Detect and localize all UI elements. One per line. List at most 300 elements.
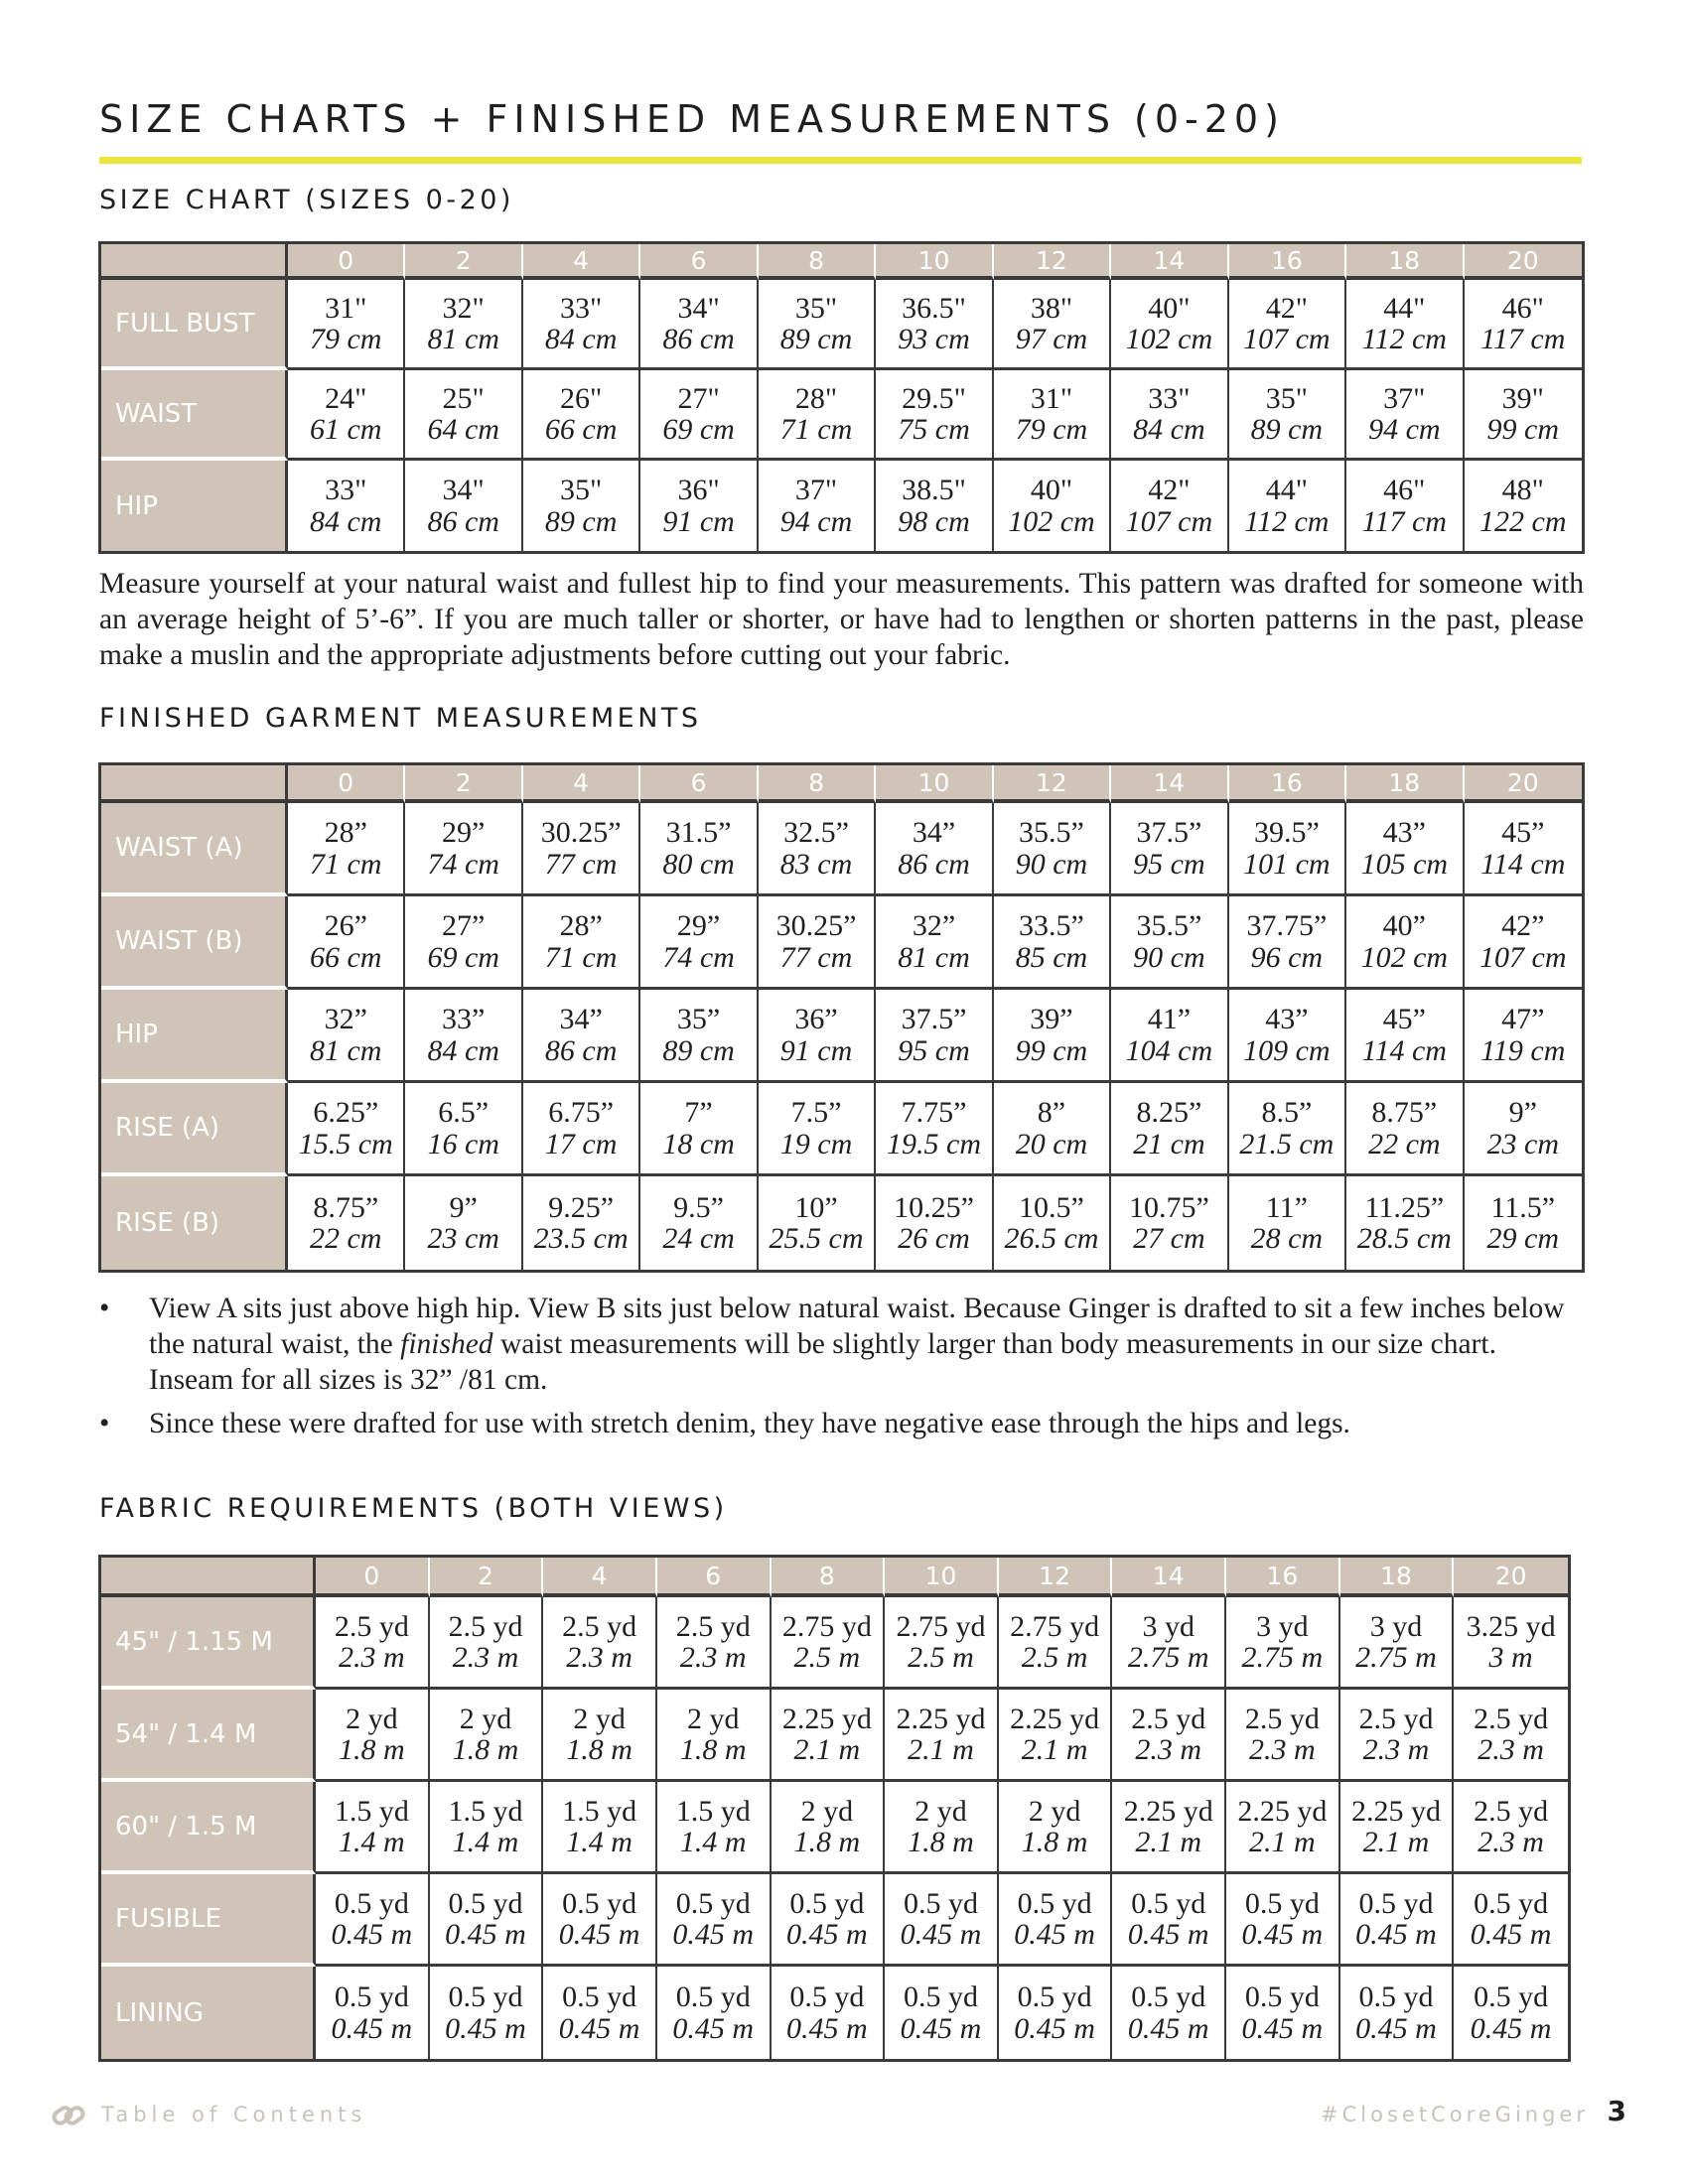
table-cell xyxy=(1111,461,1228,551)
table-cell xyxy=(316,1690,430,1782)
metric-value: 0.45 m xyxy=(1014,2011,1095,2045)
table-cell xyxy=(543,1782,657,1874)
metric-value: 3 m xyxy=(1488,1641,1533,1674)
metric-value: 2.1 m xyxy=(1362,1826,1430,1858)
note-text: View A sits just above high hip. View B sits just below natural waist. Because Ginger is drafted to sit a few inches below the natural waist, the xyxy=(149,1293,1565,1360)
metric-value: 119 cm xyxy=(1480,1033,1566,1067)
imperial-value: 2.5 yd xyxy=(675,1609,751,1643)
imperial-value: 1.5 yd xyxy=(562,1794,637,1828)
imperial-value: 2.25 yd xyxy=(1237,1794,1328,1828)
imperial-value: 34" xyxy=(442,474,485,506)
table-cell xyxy=(1346,896,1464,990)
metric-value: 117 cm xyxy=(1361,504,1447,538)
metric-value: 81 cm xyxy=(427,323,499,355)
metric-value: 96 cm xyxy=(1250,940,1324,974)
table-cell xyxy=(994,896,1111,990)
imperial-value: 37.75” xyxy=(1246,909,1328,942)
table-cell xyxy=(640,1083,758,1176)
row-label-54-1-4-m: 54" / 1.4 M xyxy=(101,1690,316,1782)
row-label-waist-a: WAIST (A) xyxy=(101,803,288,896)
metric-value: 0.45 m xyxy=(900,2011,982,2045)
imperial-value: 9.25” xyxy=(548,1190,615,1224)
metric-value: 77 cm xyxy=(544,847,618,881)
table-cell xyxy=(657,1690,772,1782)
imperial-value: 0.5 yd xyxy=(903,1980,978,2013)
table-row xyxy=(101,1967,1568,2059)
imperial-value: 0.5 yd xyxy=(1131,1980,1206,2013)
imperial-value: 29” xyxy=(442,816,486,849)
imperial-value: 37" xyxy=(794,474,838,506)
row-label-lining: LINING xyxy=(101,1967,316,2059)
table-cell xyxy=(523,1176,640,1270)
title-underline xyxy=(99,157,1582,164)
table-cell xyxy=(759,461,876,551)
table-cell xyxy=(430,1782,544,1874)
table-cell xyxy=(543,1597,657,1690)
metric-value: 2.3 m xyxy=(1248,1733,1316,1766)
table-cell xyxy=(999,1967,1113,2059)
imperial-value: 35.5” xyxy=(1019,816,1084,849)
table-cell xyxy=(288,896,405,990)
row-label-rise-a: RISE (A) xyxy=(101,1083,288,1176)
metric-value: 2.3 m xyxy=(1362,1733,1430,1766)
imperial-value: 2 yd xyxy=(686,1702,740,1735)
finished-note xyxy=(99,1291,1584,1398)
table-cell xyxy=(1346,461,1464,551)
table-cell xyxy=(994,280,1111,370)
imperial-value: 35” xyxy=(676,1003,721,1035)
imperial-value: 8.5” xyxy=(1261,1096,1313,1129)
table-cell xyxy=(994,461,1111,551)
imperial-value: 27" xyxy=(677,381,720,415)
table-cell xyxy=(1226,1690,1340,1782)
table-cell xyxy=(640,1176,758,1270)
table-cell xyxy=(1111,370,1228,461)
imperial-value: 45” xyxy=(1382,1003,1426,1035)
metric-value: 2.5 m xyxy=(793,1641,861,1674)
imperial-value: 9” xyxy=(1508,1096,1537,1129)
table-cell xyxy=(999,1690,1113,1782)
imperial-value: 11.25” xyxy=(1364,1190,1445,1224)
size-header-10: 10 xyxy=(876,244,993,280)
imperial-value: 0.5 yd xyxy=(1244,1886,1320,1920)
metric-value: 66 cm xyxy=(544,413,618,446)
table-cell xyxy=(999,1782,1113,1874)
table-cell xyxy=(288,370,405,461)
imperial-value: 43” xyxy=(1382,816,1426,849)
metric-value: 21.5 cm xyxy=(1239,1127,1335,1160)
metric-value: 0.45 m xyxy=(1241,1918,1324,1951)
metric-value: 1.4 m xyxy=(566,1826,633,1858)
metric-value: 2.75 m xyxy=(1127,1641,1209,1674)
metric-value: 0.45 m xyxy=(1241,2011,1324,2045)
metric-value: 0.45 m xyxy=(1355,1918,1437,1951)
size-header-0: 0 xyxy=(288,244,405,280)
metric-value: 86 cm xyxy=(662,323,735,355)
table-cell xyxy=(1229,370,1346,461)
table-cell xyxy=(640,803,758,896)
table-cell xyxy=(1112,1874,1226,1967)
table-cell xyxy=(1112,1967,1226,2059)
table-row xyxy=(101,1083,1582,1176)
row-label-45-1-15-m: 45" / 1.15 M xyxy=(101,1597,316,1690)
metric-value: 28.5 cm xyxy=(1356,1222,1452,1255)
metric-value: 16 cm xyxy=(427,1127,499,1160)
imperial-value: 2.75 yd xyxy=(781,1609,872,1643)
imperial-value: 31" xyxy=(325,291,367,325)
metric-value: 122 cm xyxy=(1479,504,1567,538)
table-cell xyxy=(1465,1083,1582,1176)
imperial-value: 38" xyxy=(1030,291,1073,325)
table-cell xyxy=(523,1083,640,1176)
imperial-value: 2.5 yd xyxy=(1131,1702,1206,1735)
metric-value: 0.45 m xyxy=(331,1918,413,1951)
metric-value: 1.8 m xyxy=(908,1826,974,1858)
metric-value: 104 cm xyxy=(1125,1033,1213,1067)
table-cell xyxy=(885,1874,999,1967)
size-header-6: 6 xyxy=(657,1558,772,1597)
metric-value: 83 cm xyxy=(779,847,853,881)
size-header-14: 14 xyxy=(1112,1558,1226,1597)
imperial-value: 0.5 yd xyxy=(562,1980,637,2013)
size-header-2: 2 xyxy=(430,1558,544,1597)
size-header-4: 4 xyxy=(523,244,640,280)
imperial-value: 30.25” xyxy=(540,816,622,849)
metric-value: 71 cm xyxy=(779,413,853,446)
metric-value: 0.45 m xyxy=(900,1918,982,1951)
table-row xyxy=(101,990,1582,1083)
metric-value: 2.1 m xyxy=(1248,1826,1316,1858)
fabric-requirements-heading: FABRIC REQUIREMENTS (BOTH VIEWS) xyxy=(99,1493,728,1524)
imperial-value: 33" xyxy=(325,474,367,506)
table-cell xyxy=(1465,370,1582,461)
metric-value: 93 cm xyxy=(898,323,970,355)
size-header-18: 18 xyxy=(1346,244,1464,280)
row-label-hip: HIP xyxy=(101,461,288,551)
row-label-rise-b: RISE (B) xyxy=(101,1176,288,1270)
metric-value: 1.8 m xyxy=(679,1733,747,1766)
table-cell xyxy=(657,1782,772,1874)
imperial-value: 2.25 yd xyxy=(896,1702,986,1735)
table-row xyxy=(101,1176,1582,1270)
table-cell xyxy=(876,280,993,370)
metric-value: 117 cm xyxy=(1480,323,1566,355)
metric-value: 98 cm xyxy=(898,504,970,538)
metric-value: 0.45 m xyxy=(1470,1918,1552,1951)
table-cell xyxy=(316,1967,430,2059)
imperial-value: 36.5" xyxy=(902,291,966,325)
metric-value: 84 cm xyxy=(427,1033,499,1067)
note-text: waist measurements will be slightly larger than body measurements in our size chart. Inseam for all sizes is 32” /81 cm. xyxy=(149,1328,1496,1396)
table-row xyxy=(101,1874,1568,1967)
imperial-value: 40" xyxy=(1030,474,1073,506)
table-cell xyxy=(1465,280,1582,370)
imperial-value: 10” xyxy=(794,1190,838,1224)
table-cell xyxy=(1111,896,1228,990)
metric-value: 99 cm xyxy=(1015,1033,1088,1067)
table-cell xyxy=(759,280,876,370)
metric-value: 74 cm xyxy=(427,847,499,881)
table-cell xyxy=(288,990,405,1083)
imperial-value: 0.5 yd xyxy=(675,1980,751,2013)
imperial-value: 38.5" xyxy=(902,474,966,506)
size-header-4: 4 xyxy=(543,1558,657,1597)
metric-value: 86 cm xyxy=(544,1033,618,1067)
metric-value: 24 cm xyxy=(662,1222,735,1255)
bullet-dot: • xyxy=(99,1293,110,1324)
metric-value: 1.4 m xyxy=(679,1826,747,1858)
imperial-value: 33” xyxy=(442,1003,486,1035)
size-header-8: 8 xyxy=(759,765,876,803)
metric-value: 1.8 m xyxy=(793,1826,861,1858)
table-row xyxy=(101,370,1582,461)
metric-value: 22 cm xyxy=(309,1222,382,1255)
metric-value: 94 cm xyxy=(1368,413,1441,446)
imperial-value: 2.5 yd xyxy=(334,1609,409,1643)
finished-note xyxy=(99,1406,1584,1441)
table-cell xyxy=(543,1967,657,2059)
metric-value: 28 cm xyxy=(1250,1222,1324,1255)
size-header-6: 6 xyxy=(640,244,758,280)
imperial-value: 2.75 yd xyxy=(896,1609,986,1643)
metric-value: 0.45 m xyxy=(1470,2011,1552,2045)
imperial-value: 2.5 yd xyxy=(562,1609,637,1643)
imperial-value: 32” xyxy=(324,1003,367,1035)
metric-value: 0.45 m xyxy=(1127,2011,1209,2045)
metric-value: 1.4 m xyxy=(338,1826,405,1858)
imperial-value: 3.25 yd xyxy=(1466,1609,1556,1643)
metric-value: 2.5 m xyxy=(1021,1641,1088,1674)
imperial-value: 37" xyxy=(1383,381,1426,415)
metric-value: 23 cm xyxy=(1486,1127,1559,1160)
table-cell xyxy=(543,1690,657,1782)
size-header-20: 20 xyxy=(1465,244,1582,280)
imperial-value: 10.25” xyxy=(894,1190,974,1224)
metric-value: 2.3 m xyxy=(1477,1733,1544,1766)
metric-value: 77 cm xyxy=(779,940,853,974)
metric-value: 74 cm xyxy=(662,940,735,974)
metric-value: 2.1 m xyxy=(1021,1733,1088,1766)
size-header-12: 12 xyxy=(994,244,1111,280)
table-cell xyxy=(1229,990,1346,1083)
metric-value: 95 cm xyxy=(898,1033,970,1067)
table-cell xyxy=(288,461,405,551)
metric-value: 2.1 m xyxy=(793,1733,861,1766)
metric-value: 61 cm xyxy=(309,413,382,446)
table-cell xyxy=(288,803,405,896)
table-cell xyxy=(1346,803,1464,896)
imperial-value: 35" xyxy=(794,291,838,325)
metric-value: 21 cm xyxy=(1133,1127,1205,1160)
imperial-value: 0.5 yd xyxy=(789,1980,865,2013)
imperial-value: 28” xyxy=(324,816,367,849)
metric-value: 2.3 m xyxy=(566,1641,633,1674)
size-chart-heading: SIZE CHART (SIZES 0-20) xyxy=(99,185,514,215)
table-cell xyxy=(640,990,758,1083)
size-header-18: 18 xyxy=(1340,1558,1455,1597)
metric-value: 1.4 m xyxy=(452,1826,519,1858)
imperial-value: 0.5 yd xyxy=(334,1886,409,1920)
finished-notes-list xyxy=(99,1291,1584,1449)
imperial-value: 31" xyxy=(1030,381,1073,415)
size-header-16: 16 xyxy=(1229,765,1346,803)
table-cell xyxy=(1111,803,1228,896)
table-cell xyxy=(657,1874,772,1967)
metric-value: 2.3 m xyxy=(679,1641,747,1674)
row-label-fusible: FUSIBLE xyxy=(101,1874,316,1967)
imperial-value: 42” xyxy=(1501,909,1545,942)
imperial-value: 10.5” xyxy=(1019,1190,1084,1224)
imperial-value: 10.75” xyxy=(1128,1190,1209,1224)
table-cell xyxy=(1454,1967,1568,2059)
table-cell xyxy=(1111,280,1228,370)
imperial-value: 6.25” xyxy=(313,1096,379,1129)
table-row xyxy=(101,896,1582,990)
imperial-value: 0.5 yd xyxy=(903,1886,978,1920)
table-cell xyxy=(759,990,876,1083)
metric-value: 79 cm xyxy=(309,323,382,355)
metric-value: 23.5 cm xyxy=(533,1222,629,1255)
size-chart-note: Measure yourself at your natural waist and fullest hip to find your measurements. This pattern was drafted for someone with an average height of 5’-6”. If you are much taller or shorter, or have had to lengthen or shorten patterns in the past, please make a muslin and the appropriate adjustments before cutting out your fabric. xyxy=(99,568,1584,671)
metric-value: 2.75 m xyxy=(1241,1641,1324,1674)
table-row xyxy=(101,1597,1568,1690)
imperial-value: 44" xyxy=(1265,474,1308,506)
imperial-value: 9” xyxy=(449,1190,478,1224)
imperial-value: 6.75” xyxy=(548,1096,615,1129)
toc-link-label[interactable]: Table of Contents xyxy=(101,2103,367,2126)
imperial-value: 0.5 yd xyxy=(1131,1886,1206,1920)
size-header-12: 12 xyxy=(999,1558,1113,1597)
table-cell xyxy=(405,461,522,551)
metric-value: 22 cm xyxy=(1368,1127,1441,1160)
imperial-value: 0.5 yd xyxy=(789,1886,865,1920)
row-label-full-bust: FULL BUST xyxy=(101,280,288,370)
imperial-value: 36” xyxy=(794,1003,838,1035)
imperial-value: 33" xyxy=(560,291,603,325)
table-cell xyxy=(1340,1690,1455,1782)
table-cell xyxy=(405,896,522,990)
metric-value: 89 cm xyxy=(779,323,853,355)
table-cell xyxy=(640,370,758,461)
size-header-10: 10 xyxy=(876,765,993,803)
metric-value: 0.45 m xyxy=(1127,1918,1209,1951)
metric-value: 0.45 m xyxy=(785,1918,868,1951)
metric-value: 26 cm xyxy=(898,1222,970,1255)
table-cell xyxy=(288,1083,405,1176)
table-cell xyxy=(1454,1782,1568,1874)
table-cell xyxy=(876,803,993,896)
size-header-20: 20 xyxy=(1465,765,1582,803)
link-icon xyxy=(52,2105,85,2126)
table-row xyxy=(101,280,1582,370)
table-cell xyxy=(316,1874,430,1967)
table-cell xyxy=(1111,1176,1228,1270)
metric-value: 112 cm xyxy=(1244,504,1330,538)
table-cell xyxy=(1346,370,1464,461)
imperial-value: 32” xyxy=(912,909,956,942)
imperial-value: 3 yd xyxy=(1142,1609,1195,1643)
finished-measurements-heading: FINISHED GARMENT MEASUREMENTS xyxy=(99,703,702,734)
imperial-value: 2.25 yd xyxy=(781,1702,872,1735)
table-cell xyxy=(994,990,1111,1083)
imperial-value: 8.25” xyxy=(1136,1096,1202,1129)
table-cell xyxy=(1226,1597,1340,1690)
table-cell xyxy=(288,1176,405,1270)
imperial-value: 36" xyxy=(677,474,720,506)
row-label-hip: HIP xyxy=(101,990,288,1083)
note-text: Since these were drafted for use with stretch denim, they have negative ease through the hips and legs. xyxy=(149,1408,1350,1439)
table-cell xyxy=(772,1597,886,1690)
imperial-value: 48" xyxy=(1501,474,1544,506)
table-cell xyxy=(772,1690,886,1782)
table-cell xyxy=(523,461,640,551)
table-cell xyxy=(1229,461,1346,551)
metric-value: 0.45 m xyxy=(445,2011,526,2045)
metric-value: 0.45 m xyxy=(558,2011,640,2045)
imperial-value: 35" xyxy=(1265,381,1308,415)
table-cell xyxy=(405,1083,522,1176)
note-emphasis: finished xyxy=(400,1328,493,1360)
table-cell xyxy=(772,1874,886,1967)
table-cell xyxy=(759,370,876,461)
table-cell xyxy=(885,1690,999,1782)
table-cell xyxy=(994,370,1111,461)
imperial-value: 0.5 yd xyxy=(448,1886,523,1920)
metric-value: 112 cm xyxy=(1361,323,1447,355)
metric-value: 1.8 m xyxy=(452,1733,519,1766)
table-cell xyxy=(999,1597,1113,1690)
metric-value: 109 cm xyxy=(1243,1033,1331,1067)
imperial-value: 26” xyxy=(324,909,367,942)
imperial-value: 39.5” xyxy=(1253,816,1320,849)
table-cell xyxy=(1112,1690,1226,1782)
table-cell xyxy=(523,990,640,1083)
imperial-value: 32" xyxy=(442,291,485,325)
metric-value: 19 cm xyxy=(779,1127,853,1160)
metric-value: 99 cm xyxy=(1486,413,1559,446)
metric-value: 20 cm xyxy=(1015,1127,1088,1160)
metric-value: 27 cm xyxy=(1133,1222,1205,1255)
imperial-value: 2.5 yd xyxy=(448,1609,523,1643)
table-cell xyxy=(994,803,1111,896)
size-header-16: 16 xyxy=(1226,1558,1340,1597)
table-cell xyxy=(876,1176,993,1270)
size-header-16: 16 xyxy=(1229,244,1346,280)
metric-value: 69 cm xyxy=(427,940,499,974)
metric-value: 89 cm xyxy=(544,504,618,538)
metric-value: 89 cm xyxy=(662,1033,735,1067)
metric-value: 2.3 m xyxy=(452,1641,519,1674)
metric-value: 0.45 m xyxy=(331,2011,413,2045)
table-of-contents-link[interactable] xyxy=(52,2103,366,2126)
metric-value: 75 cm xyxy=(898,413,970,446)
table-cell xyxy=(1465,461,1582,551)
table-cell xyxy=(759,1083,876,1176)
table-cell xyxy=(523,896,640,990)
table-cell xyxy=(405,990,522,1083)
table-row xyxy=(101,461,1582,551)
metric-value: 19.5 cm xyxy=(887,1127,981,1160)
metric-value: 84 cm xyxy=(544,323,618,355)
metric-value: 94 cm xyxy=(779,504,853,538)
size-header-14: 14 xyxy=(1111,765,1228,803)
page-title: SIZE CHARTS + FINISHED MEASUREMENTS (0-20) xyxy=(99,97,1285,141)
imperial-value: 0.5 yd xyxy=(1358,1886,1434,1920)
imperial-value: 45” xyxy=(1501,816,1545,849)
fabric-requirements-table xyxy=(98,1555,1571,2062)
imperial-value: 2.5 yd xyxy=(1474,1794,1549,1828)
imperial-value: 8.75” xyxy=(1371,1096,1438,1129)
